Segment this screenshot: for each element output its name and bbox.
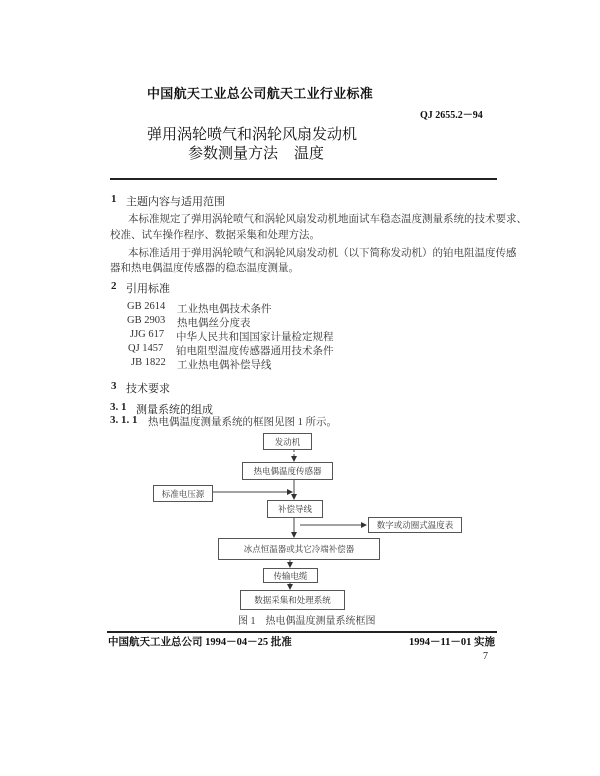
reference-title: 热电偶丝分度表 <box>177 318 251 329</box>
section-1-line: 校准、试车操作程序、数据采集和处理方法。 <box>110 230 320 241</box>
section-3-number: 3 <box>111 380 117 392</box>
node-cold-junction-compensator: 冰点恒温器或其它冷端补偿器 <box>218 538 380 560</box>
section-3-1-1-text: 热电偶温度测量系统的框图见图 1 所示。 <box>148 417 337 428</box>
node-temperature-meter: 数字或动圈式温度表 <box>368 517 462 533</box>
standard-number: QJ 2655.2－94 <box>420 110 483 121</box>
figure-caption <box>238 612 376 627</box>
section-2-number: 2 <box>111 280 117 292</box>
section-3-1-heading: 测量系统的组成 <box>136 403 213 416</box>
figure-label: 图 1 <box>238 616 256 627</box>
reference-code: QJ 1457 <box>128 343 164 354</box>
title-main: 参数测量方法 <box>188 144 279 162</box>
section-2-heading: 引用标准 <box>126 282 170 295</box>
reference-code: JB 1822 <box>131 357 166 368</box>
approval-date: 中国航天工业总公司 1994－04－25 批准 <box>108 637 292 648</box>
reference-code: GB 2903 <box>127 315 166 326</box>
section-1-number: 1 <box>111 193 117 205</box>
document-title-line1: 弹用涡轮喷气和涡轮风扇发动机 <box>147 125 358 143</box>
footer-divider <box>107 631 497 633</box>
effective-date: 1994－11－01 实施 <box>408 637 495 648</box>
reference-title: 工业热电偶技术条件 <box>177 304 272 315</box>
reference-title: 工业热电偶补偿导线 <box>177 360 272 371</box>
node-compensating-wire: 补偿导线 <box>267 500 323 518</box>
section-3-1-number: 3. 1 <box>110 401 127 413</box>
section-3-heading: 技术要求 <box>126 382 170 395</box>
reference-title: 中华人民共和国国家计量检定规程 <box>176 332 334 343</box>
reference-code: JJG 617 <box>130 329 165 340</box>
section-1-line: 本标准规定了弹用涡轮喷气和涡轮风扇发动机地面试车稳态温度测量系统的技术要求、 <box>128 214 527 225</box>
node-standard-voltage-source: 标准电压源 <box>153 485 213 502</box>
page-number: 7 <box>483 651 488 662</box>
node-engine: 发动机 <box>263 433 312 450</box>
title-sub: 温度 <box>294 144 325 162</box>
node-data-acquisition-system: 数据采集和处理系统 <box>240 590 345 610</box>
reference-title: 铂电阻型温度传感器通用技术条件 <box>176 346 334 357</box>
node-transmission-cable: 传输电缆 <box>263 568 318 583</box>
figure-title: 热电偶温度测量系统框图 <box>265 616 376 627</box>
section-1-line: 本标准适用于弹用涡轮喷气和涡轮风扇发动机（以下简称发动机）的铂电阻温度传感 <box>128 248 517 259</box>
section-1-line: 器和热电偶温度传感器的稳态温度测量。 <box>110 263 299 274</box>
issuing-organization: 中国航天工业总公司航天工业行业标准 <box>147 87 374 102</box>
section-1-heading: 主题内容与适用范围 <box>126 195 225 208</box>
node-thermocouple-sensor: 热电偶温度传感器 <box>242 462 333 480</box>
reference-code: GB 2614 <box>127 301 166 312</box>
section-3-1-1-number: 3. 1. 1 <box>110 414 138 426</box>
